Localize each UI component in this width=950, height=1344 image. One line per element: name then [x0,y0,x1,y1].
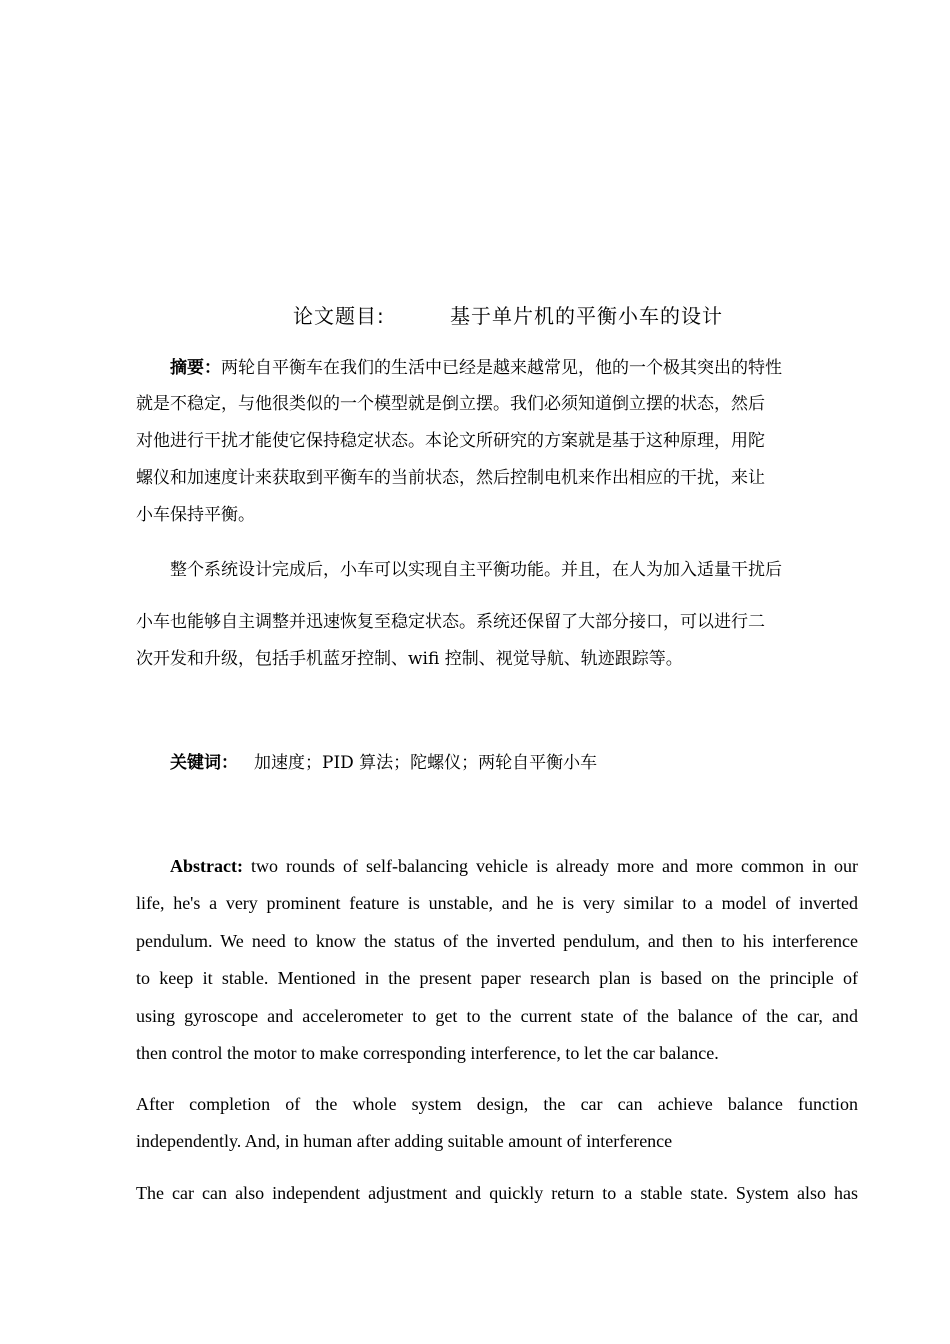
abstract-en3-line-1: The car can also independent adjustment and quickly return to a stable state. System also has [136,1183,858,1203]
abstract-cn-line-2: 就是不稳定，与他很类似的一个模型就是倒立摆。我们必须知道倒立摆的状态，然后 [136,394,765,414]
abstract-cn2-line-2: 小车也能够自主调整并迅速恢复至稳定状态。系统还保留了大部分接口，可以进行二 [136,612,765,632]
abstract-en2-line-2: independently. And, in human after adding suitable amount of interference [136,1131,673,1152]
title-text: 基于单片机的平衡小车的设计 [450,304,723,328]
abstract-en-line-4: to keep it stable. Mentioned in the present paper research plan is based on the principle of [136,968,858,989]
abstract-cn-paragraph [136,350,858,387]
title-label: 论文题目: [293,304,385,328]
abstract-cn-label: 摘要： [170,358,221,378]
abstract-cn-paragraph-2 [136,604,858,678]
abstract-cn-line-1: 两轮自平衡车在我们的生活中已经是越来越常见，他的一个极其突出的特性 [221,358,782,378]
abstract-cn-paragraph-2-first [170,552,858,588]
keywords-text: 加速度；PID 算法；陀螺仪；两轮自平衡小车 [254,753,598,773]
abstract-en-line-2: life, he's a very prominent feature is unstable, and he is very similar to a model of inverted [136,893,858,914]
abstract-en-paragraph [136,848,858,1072]
abstract-cn2-line-3: 次开发和升级，包括手机蓝牙控制、wifi 控制、视觉导航、轨迹跟踪等。 [136,649,683,669]
abstract-en-line-1: two rounds of self-balancing vehicle is already more and more common in our [242,856,858,876]
abstract-en2-line-1: After completion of the whole system design, the car can achieve balance function [136,1094,858,1114]
keywords-label: 关键词： [170,753,238,773]
abstract-en-line-6: then control the motor to make corresponding interference, to let the car balance. [136,1043,719,1064]
abstract-en-label: Abstract: [170,856,243,876]
abstract-cn-line-3: 对他进行干扰才能使它保持稳定状态。本论文所研究的方案就是基于这种原理，用陀 [136,431,765,451]
keywords [170,748,597,778]
abstract-en-paragraph-3 [136,1175,858,1212]
abstract-cn2-line-1: 整个系统设计完成后，小车可以实现自主平衡功能。并且，在人为加入适量干扰后 [170,560,782,580]
abstract-en-paragraph-2 [136,1086,858,1161]
abstract-en-line-5: using gyroscope and accelerometer to get to the current state of the balance of the car, and [136,1005,858,1026]
abstract-cn-line-5: 小车保持平衡。 [136,505,255,525]
abstract-cn-paragraph-cont [136,386,858,534]
abstract-cn-line-4: 螺仪和加速度计来获取到平衡车的当前状态，然后控制电机来作出相应的干扰，来让 [136,468,765,488]
abstract-en-line-1-wrap [136,848,858,885]
abstract-en-line-3: pendulum. We need to know the status of the inverted pendulum, and then to his interference [136,930,858,951]
